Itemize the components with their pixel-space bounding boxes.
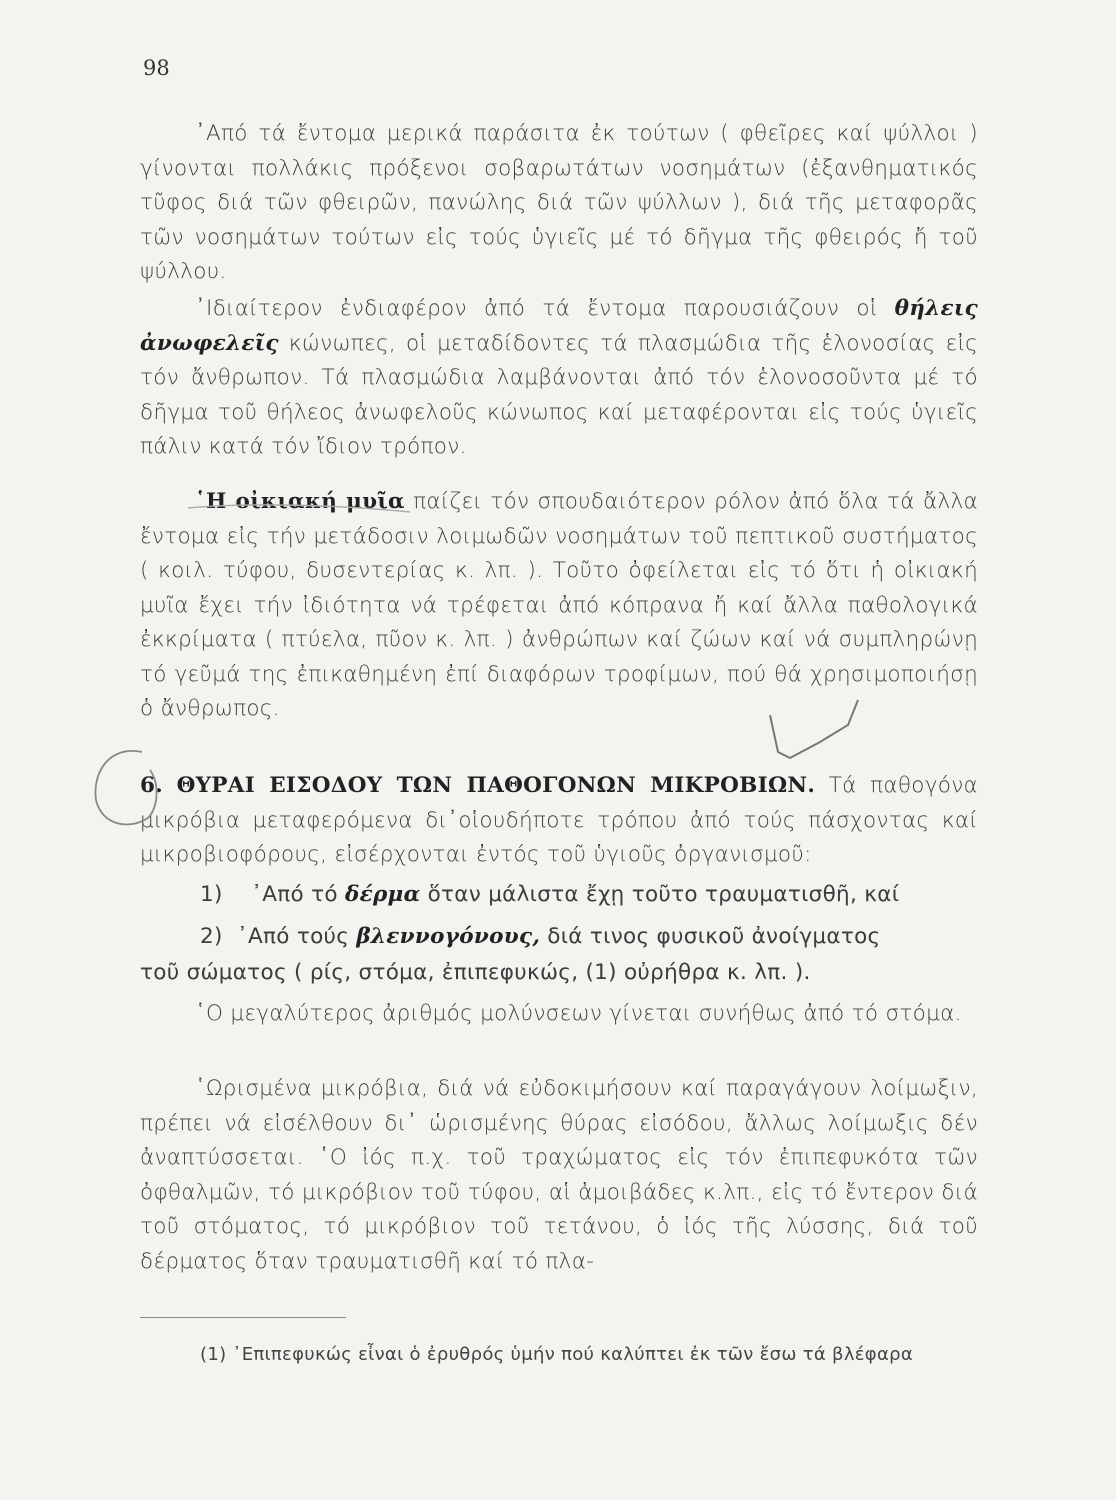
emphasis-anopheles: θήλεις ἀνωφελεῖς — [140, 296, 978, 356]
emphasis-house-fly: ῾Η οἰκιακή μυῖα — [195, 489, 405, 514]
paragraph-text: Τά παθογόνα μικρόβια μεταφερόμενα δι᾿οἱουδήποτε τρόπου ἀπό τούς πάσχοντας καί μικροβιοφόρους, εἰσέρχονται ἐντός τοῦ ὑγιοῦς ὀργανισμοῦ: — [140, 773, 978, 867]
paragraph-text: ᾿Από τά ἔντομα μερικά παράσιτα ἐκ τούτων ( φθεῖρες καί ψύλλοι ) γίνονται πολλάκις πρόξενοι σοβαρωτάτων νοσημάτων (ἐξανθηματικός τῦφος διά τῶν φθειρῶν, πανώλης διά τῶν ψύλλων ), διά τῆς μεταφορᾶς τῶν νοσημάτων τούτων εἰς τούς ὑγιεῖς μέ τό δῆγμα τῆς φθειρός ἤ τοῦ ψύλλου. — [140, 121, 978, 284]
list-text: διά τινος φυσικοῦ ἀνοίγματος — [540, 924, 881, 949]
underline-annotation — [188, 505, 410, 512]
paragraph-text: παίζει τόν σπουδαιότερον ρόλον ἀπό ὅλα τά ἄλλα ἔντομα εἰς τήν μετάδοσιν λοιμωδῶν νοσημάτων τοῦ πεπτικοῦ συστήματος ( κοιλ. τύφου, δυσεντερίας κ. λπ. ). Τοῦτο ὀφείλεται εἰς τό ὅτι ἡ οἰκιακή μυῖα ἔχει τήν ἰδιότητα νά τρέφεται ἀπό κόπρανα ἤ καί ἄλλα παθολογικά ἐκκρίματα ( πτύελα, πῦον κ. λπ. ) ἀνθρώπων καί ζώων καί νά συμπληρώνῃ τό γεῦμά της ἐπικαθημένη ἐπί διαφόρων τροφίμων, πού θά χρησιμοποιήσῃ ὁ ἄνθρωπος. — [140, 489, 978, 721]
paragraph-text: ᾿Ιδιαίτερον ἐνδιαφέρον ἀπό τά ἔντομα παρουσιάζουν οἱ — [195, 296, 895, 321]
paragraph-text: ῾Ωρισμένα μικρόβια, διά νά εὐδοκιμήσουν καί παραγάγουν λοίμωξιν, πρέπει νά εἰσέλθουν δι᾿ ὡρισμένης θύρας εἰσόδου, ἄλλως λοίμωξις δέν ἀναπτύσσεται. ῾Ο ἰός π.χ. τοῦ τραχώματος εἰς τόν ἐπιπεφυκότα τῶν ὀφθαλμῶν, τό μικρόβιον τοῦ τύφου, αἱ ἀμοιβάδες κ.λπ., εἰς τό ἔντερον διά τοῦ στόματος, τό μικρόβιον τοῦ τετάνου, ὁ ἰός τῆς λύσσης, διά τοῦ δέρματος ὅταν τραυματισθῆ καί τό πλα- — [140, 1076, 978, 1274]
emphasis-mucosa: βλεννογόνους, — [356, 924, 541, 949]
emphasis-skin: δέρμα — [344, 882, 421, 907]
circle-annotation — [95, 751, 156, 825]
list-text: ᾿Από τό — [251, 882, 345, 907]
list-number: 1) — [200, 882, 223, 907]
list-number: 2) — [200, 924, 223, 949]
checkmark-annotation — [770, 700, 858, 758]
section-title: ΘΥΡΑΙ ΕΙΣΟΔΟΥ ΤΩΝ ΠΑΘΟΓΟΝΩΝ ΜΙΚΡΟΒΙΩΝ. — [176, 773, 816, 798]
paragraph-text: κώνωπες, οἱ μεταδίδοντες τά πλασμώδια τῆς ἑλονοσίας εἰς τόν ἄνθρωπον. Τά πλασμώδια λαμβάνονται ἀπό τόν ἑλονοσοῦντα μέ τό δῆγμα τοῦ θήλεος ἀνωφελοῦς κώνωπος καί μεταφέρονται εἰς τούς ὑγιεῖς πάλιν κατά τόν ἴδιον τρόπον. — [140, 330, 978, 459]
footnote: (1) ᾿Επιπεφυκώς εἶναι ὁ ἐρυθρός ὑμήν πού καλύπτει ἐκ τῶν ἔσω τά βλέφαρα — [200, 1344, 914, 1365]
list-text: ὅταν μάλιστα ἔχῃ τοῦτο τραυματισθῆ, καί — [420, 882, 900, 907]
page-number: 98 — [143, 56, 170, 80]
list-text: ᾿Από τούς — [236, 924, 357, 949]
section-number: 6. — [140, 773, 164, 798]
list-text: τοῦ σώματος ( ρίς, στόμα, ἐπιπεφυκώς, (1) οὐρήθρα κ. λπ. ). — [140, 960, 811, 985]
paragraph-text: ῾Ο μεγαλύτερος ἀριθμός μολύνσεων γίνεται συνήθως ἀπό τό στόμα. — [195, 1001, 962, 1026]
